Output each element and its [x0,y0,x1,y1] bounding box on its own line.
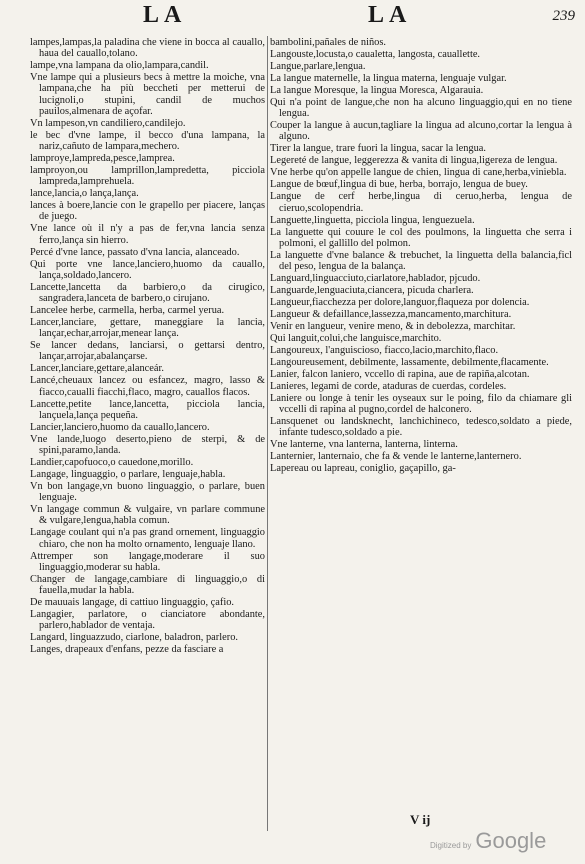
dictionary-entry: Lancier,lanciero,huomo da cauallo,lancero. [30,421,210,433]
dictionary-entry: Attremper son langage,moderare il suo linguaggio,moderar su habla. [30,550,265,573]
dictionary-entry: Lancer,lanciare,gettare,alanceár. [30,363,164,375]
dictionary-entry: Lancette,petite lance,lancetta, picciola lancia, lançuela,lança pequeña. [30,398,265,421]
dictionary-entry: Lanternier, lanternaio, che fa & vende le lanterne,lanternero. [270,451,522,463]
dictionary-entry: Langouste,locusta,o caualetta, langosta, cauallette. [270,49,481,60]
dictionary-entry: Se lancer dedans, lanciarsi, o gettarsi dentro, lançar,arrojar,abalançarse. [30,340,265,363]
dictionary-entry: De mauuais langage, di cattiuo linguaggio, çafio. [30,597,234,609]
dictionary-entry: Langueur,fiacchezza per dolore,languor,flaqueza por dolencia. [270,297,530,309]
dictionary-entry: Qui languit,colui,che languisce,marchito. [270,333,442,345]
dictionary-entry: lances à boere,lancie con le grapello per piacere, lanças de juego. [30,200,265,223]
dictionary-entry: Tirer la langue, trare fuori la lingua, sacar la lengua. [270,143,487,155]
dictionary-entry: Langueur & defaillance,lassezza,mancamento,marchitura. [270,309,512,321]
dictionary-entry: Langoureux, l'anguiscioso, fiacco,lacio,marchito,flaco. [270,345,499,357]
dictionary-entry: lamproye,lampreda,pesce,lamprea. [30,153,175,165]
dictionary-entry: Percé d'vne lance, passato d'vna lancia, alanceado. [30,246,240,258]
dictionary-entry: Lancé,cheuaux lancez ou esfancez, magro, lasso & fiacco,caualli fiacchi,flaco, magro, cauallos flacos. [30,375,265,398]
dictionary-entry: Laniere ou longe à tenir les oyseaux sur le poing, filo da chiamare gli vccelli di rapina al pugno,cordel de halconero. [270,393,572,416]
left-column [30,37,265,656]
dictionary-entry: Langue de cerf herbe,lingua di ceruo,herba, lengua de cieruo,scolopendria. [270,191,572,214]
dictionary-entry: le bec d'vne lampe, il becco d'una lampana, la nariz,cañuto de lampara,mechero. [30,129,265,153]
dictionary-entry: Lancette,lancetta da barbiero,o da cirugico, sangradera,lanceta de barbero,o cirujano. [30,281,265,305]
dictionary-entry: La langue maternelle, la lingua materna, lenguaje vulgar. [270,73,507,84]
dictionary-entry: Landier,capofuoco,o cauedone,morillo. [30,457,194,469]
dictionary-entry: lampes,lampas,la paladina che viene in bocca al cauallo, haua del cauallo,tolano. [30,37,265,60]
signature-mark: V ij [410,812,431,827]
digitized-by-google-watermark [430,828,546,854]
right-column [270,37,572,475]
dictionary-entry: Lancer,lanciare, gettare, maneggiare la lancia, lançar,echar,arrojar,menear lança. [30,317,265,340]
dictionary-entry: La languette d'vne balance & trebuchet, la linguetta della balancia,ficl del peso, lengua de la balança. [270,249,572,273]
dictionary-entry: lampe,vna lampana da olio,lampara,candil. [30,60,209,72]
running-head-right: LA [368,2,412,28]
dictionary-entry: Qui porte vne lance,lanciero,huomo da cauallo, lança,soldado,lancero. [30,258,265,281]
dictionary-entry: lamproyon,ou lamprillon,lampredetta, picciola lampreda,lamprehuela. [30,165,265,188]
dictionary-entry: Langage coulant qui n'a pas grand ornement, linguaggio chiaro, che non ha molto ornamento, lenguaje llano. [30,527,265,550]
dictionary-entry: Legereté de langue, leggerezza & vanita di lingua,ligereza de lengua. [270,155,558,167]
watermark-prefix: Digitized by [430,841,472,850]
dictionary-entry: Langage, linguaggio, o parlare, lenguaje,habla. [30,469,226,481]
dictionary-entry: La languette qui couure le col des poulmons, la linguetta che serra i polmoni, el gallillo del polmon. [270,226,572,249]
dictionary-entry: Vne herbe qu'on appelle langue de chien, lingua di cane,herba,viniebla. [270,167,567,179]
dictionary-entry: La langue Moresque, la lingua Moresca, Algarauia. [270,85,484,96]
dictionary-entry: Vne lande,luogo deserto,pieno de sterpi, & de spini,paramo,landa. [30,433,265,457]
column-divider [267,36,268,831]
running-head-left: LA [143,2,187,28]
dictionary-entry: Vn bon langage,vn buono linguaggio, o parlare, buen lenguaje. [30,481,265,504]
dictionary-entry: Qui n'a point de langue,che non ha alcuno linguaggio,qui en no tiene lengua. [270,97,572,120]
dictionary-entry: Changer de langage,cambiare di linguaggio,o di fauella,mudar la habla. [30,573,265,597]
dictionary-entry: Langes, drapeaux d'enfans, pezze da fasciare a [30,644,224,656]
dictionary-entry: Vne lanterne, vna lanterna, lanterna, linterna. [270,439,458,451]
dictionary-entry: Vn lampeson,vn candiliero,candilejo. [30,117,186,129]
dictionary-entry: Langard, linguazzudo, ciarlone, baladron, parlero. [30,632,239,644]
dictionary-entry: Couper la langue à aucun,tagliare la lingua ad alcuno,cortar la lengua à alguno. [270,120,572,143]
dictionary-entry: lance,lancia,o lança,lança. [30,188,139,200]
dictionary-entry: Languard,linguacciuto,ciarlatore,hablador, pjcudo. [270,273,481,285]
dictionary-entry: Languette,linguetta, picciola lingua, lenguezuela. [270,214,475,226]
dictionary-entry: Langagier, parlatore, o cianciatore abondante, parlero,hablador de ventaja. [30,609,265,632]
dictionary-entry: Langue,parlare,lengua. [270,61,366,72]
page-number: 239 [552,8,575,24]
dictionary-entry: Langoureusement, debilmente, lassamente, debilmente,flacamente. [270,357,549,369]
dictionary-entry: Venir en langueur, venire meno, & in debolezza, marchitar. [270,321,516,333]
google-logo: Google [475,828,547,853]
dictionary-entry: bambolini,pañales de niños. [270,37,387,48]
dictionary-entry: Lanieres, legami de corde, ataduras de cuerdas, cordeles. [270,381,507,393]
dictionary-entry: Langue de bœuf,lingua di bue, herba, borrajo, lengua de buey. [270,179,528,191]
dictionary-entry: Lancelee herbe, carmella, herba, carmel yerua. [30,305,225,317]
dictionary-entry: Vne lance où il n'y a pas de fer,vna lancia senza ferro,lança sin hierro. [30,223,265,246]
dictionary-entry: Vne lampe qui a plusieurs becs à mettre la moiche, vna lampana,che ha più beccheti per metterui de lucignoli,o stupini, candil de muchos pauilos,almenara de açofar. [30,72,265,117]
dictionary-entry: Vn langage commun & vulgaire, vn parlare commune & vulgare,lengua,habla comun. [30,504,265,527]
dictionary-entry: Lanier, falcon laniero, vccello di rapina, aue de rapiña,alcotan. [270,369,530,381]
dictionary-entry: Lapereau ou lapreau, coniglio, gaçapillo, ga- [270,463,456,475]
dictionary-entry: Lansquenet ou landsknecht, lanchichineco, tedesco,soldato a piede, infante tudesco,soldado a pie. [270,416,572,439]
dictionary-entry: Languarde,lenguaciuta,ciancera, picuda charlera. [270,285,474,297]
